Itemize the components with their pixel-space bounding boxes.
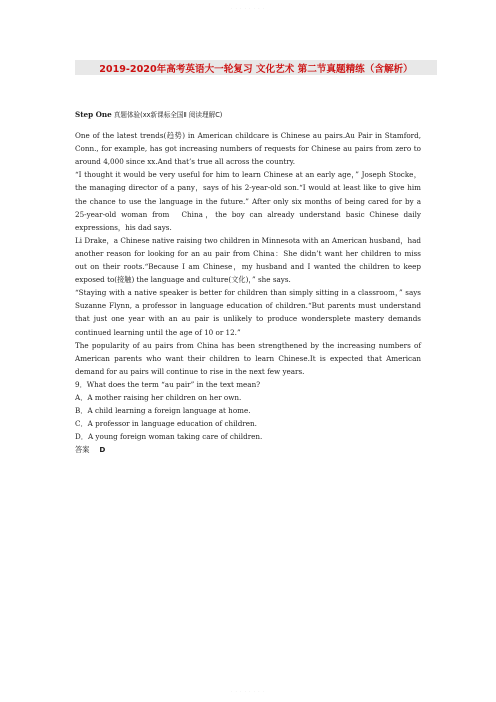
paragraph-3: Li Drake，a Chinese native raising two children in Minnesota with an American husband，had another reason for looking for an au pair from China：She didn’t want her children to miss out on their roots.“Because I am Chinese，my husband and I wanted the children to keep exposed to(接触) the language and culture(文化)，” she says.: [75, 235, 421, 285]
option-c: C．A professor in language education of children.: [75, 419, 257, 429]
answer-label: 答案: [75, 445, 90, 455]
header-watermark: · · · · · · · ·: [230, 6, 266, 11]
option-b: B．A child learning a foreign language at home.: [75, 406, 251, 416]
step-subtitle: 真题体验(xx新课标全国Ⅱ 阅读理解C): [111, 111, 223, 119]
paragraph-4: “Staying with a native speaker is better for children than simply sitting in a classroom，” says Suzanne Flynn, a professor in language education of children.“But parents must understand that just one year with an au pair is unlikely to produce wondersplete mastery demands continued learning until the age of 10 or 12.”: [75, 288, 421, 337]
option-d: D．A young foreign woman taking care of children.: [75, 432, 263, 442]
paragraph-2: “I thought it would be very useful for him to learn Chinese at an early age，” Joseph Stocke，the managing director of a pany，says of his 2-year-old son.“I would at least like to give him the chance to use the language in the future.” After only six months of being cared for by a 25-year-old woman from China，the boy can already understand basic Chinese daily expressions，his dad says.: [75, 170, 421, 232]
option-a: A．A mother raising her children on her own.: [75, 392, 242, 402]
answer-value: D: [99, 445, 106, 455]
document-title: 2019-2020年高考英语大一轮复习 文化艺术 第二节真题精练（含解析）: [99, 64, 413, 75]
question-text: 9．What does the term “au pair” in the text mean?: [75, 379, 261, 389]
document-body: [75, 108, 421, 456]
section-heading: [75, 108, 421, 122]
answer-line: [75, 443, 421, 456]
paragraph-1: One of the latest trends(趋势) in American childcare is Chinese au pairs.Au Pair in Stamford, Conn., for example, has got increasing numbers of requests for Chinese au pairs from zero to around 4,000 since xx.And that’s true all across the country.: [75, 131, 421, 167]
paragraph-5: The popularity of au pairs from China has been strengthened by the increasing numbers of American parents who want their children to learn Chinese.It is expected that American demand for au pairs will continue to rise in the next few years.: [75, 340, 421, 376]
footer-watermark: · · · · · · · ·: [230, 689, 266, 694]
step-label: Step One: [75, 110, 112, 119]
